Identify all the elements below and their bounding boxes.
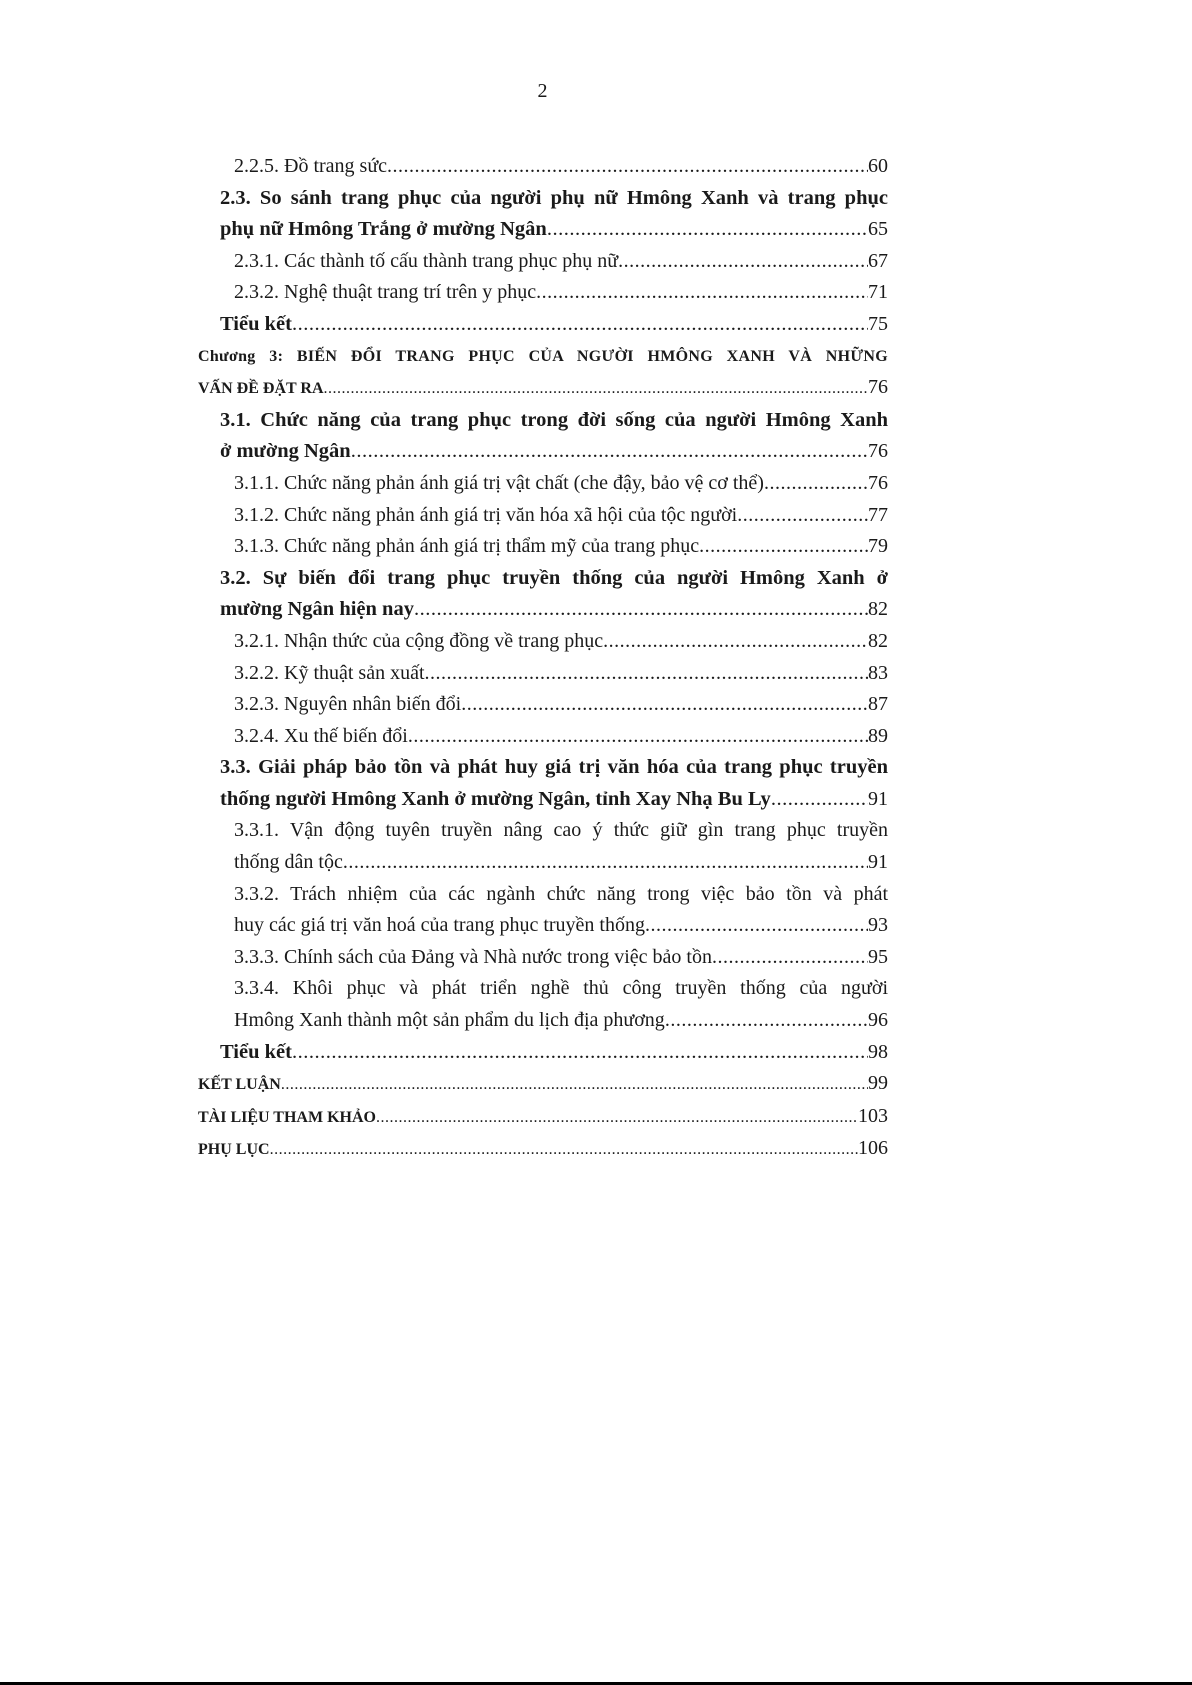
toc-dot-leader (270, 1134, 858, 1166)
toc-entry-title: phụ nữ Hmông Trắng ở mường Ngân (220, 218, 547, 241)
toc-entry[interactable] (234, 246, 888, 278)
toc-dot-leader (645, 910, 868, 942)
toc-page-number: 76 (868, 440, 888, 463)
toc-dot-leader (547, 214, 868, 246)
toc-entry-title: 2.2.5. Đồ trang sức (234, 155, 388, 177)
toc-entry[interactable] (234, 531, 888, 563)
toc-entry-title: ở mường Ngân (220, 440, 351, 463)
toc-entry-title: mường Ngân hiện nay (220, 598, 414, 621)
toc-entry-title-line: Chương 3: BIẾN ĐỔI TRANG PHỤC CỦA NGƯỜI HMÔNG XANH VÀ NHỮNG (198, 347, 888, 365)
toc-entry[interactable] (198, 341, 888, 405)
toc-dot-leader (425, 658, 868, 690)
toc-page-number: 95 (868, 945, 888, 968)
toc-entry[interactable] (220, 1037, 888, 1069)
toc-page-number: 91 (868, 851, 888, 874)
toc-entry-title: Hmông Xanh thành một sản phẩm du lịch địa phương (234, 1009, 665, 1032)
toc-entry[interactable] (234, 721, 888, 753)
toc-dot-leader (408, 721, 868, 753)
toc-entry-title: VẤN ĐỀ ĐẶT RA (198, 380, 324, 398)
toc-page-number: 83 (868, 661, 888, 684)
toc-page-number: 96 (868, 1009, 888, 1032)
toc-entry-title: 3.2.4. Xu thế biến đổi (234, 724, 408, 747)
toc-page-number: 65 (868, 218, 888, 241)
toc-entry-title: 2.3.2. Nghệ thuật trang trí trên y phục (234, 281, 537, 304)
toc-dot-leader (712, 942, 868, 974)
toc-entry[interactable] (198, 1068, 888, 1101)
toc-entry[interactable] (234, 500, 888, 532)
toc-entry[interactable] (234, 658, 888, 690)
toc-page-number: 89 (868, 724, 888, 747)
toc-entry[interactable] (220, 752, 888, 815)
toc-entry-title-line: 3.3.2. Trách nhiệm của các ngành chức năng trong việc bảo tồn và phát (234, 882, 888, 905)
toc-page-number: 71 (868, 281, 888, 304)
toc-page-number: 98 (868, 1040, 888, 1063)
toc-dot-leader (536, 277, 868, 309)
toc-page-number: 79 (868, 535, 888, 558)
toc-page-number: 93 (868, 914, 888, 937)
toc-dot-leader (281, 1069, 868, 1101)
toc-dot-leader (292, 1037, 868, 1069)
toc-entry-title: Tiểu kết (220, 1040, 292, 1063)
toc-entry-title: 3.2.2. Kỹ thuật sản xuất (234, 661, 425, 684)
toc-dot-leader (771, 784, 868, 816)
toc-dot-leader (618, 246, 868, 278)
toc-entry-title: 3.2.1. Nhận thức của cộng đồng về trang phục (234, 629, 604, 652)
toc-dot-leader (461, 689, 868, 721)
toc-dot-leader (699, 531, 868, 563)
toc-entry[interactable] (234, 973, 888, 1036)
toc-dot-leader (737, 500, 868, 532)
toc-page-number: 77 (868, 503, 888, 526)
toc-dot-leader (665, 1005, 868, 1037)
toc-entry[interactable] (220, 309, 888, 341)
toc-dot-leader (343, 847, 868, 879)
toc-entry-title-line: 2.3. So sánh trang phục của người phụ nữ Hmông Xanh và trang phục (220, 186, 888, 209)
toc-entry-title: 3.2.3. Nguyên nhân biến đổi (234, 693, 462, 716)
toc-entry[interactable] (198, 1133, 888, 1166)
toc-entry[interactable] (234, 879, 888, 942)
toc-page-number: 75 (868, 312, 888, 335)
toc-dot-leader (351, 436, 868, 468)
toc-page-number: 60 (868, 155, 888, 177)
toc-page-number: 87 (868, 693, 888, 716)
toc-dot-leader (603, 626, 868, 658)
toc-page-number: 76 (868, 376, 888, 399)
toc-entry[interactable] (234, 689, 888, 721)
toc-entry-title: 2.3.1. Các thành tố cấu thành trang phục phụ nữ (234, 249, 619, 272)
toc-dot-leader (764, 468, 868, 500)
toc-dot-leader (324, 373, 869, 405)
toc-entry-title-line: 3.1. Chức năng của trang phục trong đời sống của người Hmông Xanh (220, 408, 888, 431)
toc-entry-title: thống dân tộc (234, 851, 343, 874)
toc-entry-title: 3.3.3. Chính sách của Đảng và Nhà nước trong việc bảo tồn (234, 945, 712, 968)
toc-entry-title: 3.1.1. Chức năng phản ánh giá trị vật chất (che đậy, bảo vệ cơ thể) (234, 471, 764, 494)
toc-entry-title: TÀI LIỆU THAM KHẢO (198, 1108, 376, 1126)
toc-dot-leader (414, 594, 868, 626)
toc-page-number: 82 (868, 598, 888, 621)
toc-page-number: 82 (868, 629, 888, 652)
toc-entry[interactable] (234, 942, 888, 974)
toc-entry-title-line: 3.3.4. Khôi phục và phát triển nghề thủ công truyền thống của người (234, 977, 888, 1000)
toc-entry[interactable] (220, 183, 888, 246)
toc-entry-title: PHỤ LỤC (198, 1141, 270, 1159)
toc-entry[interactable] (234, 277, 888, 309)
toc-entry[interactable] (234, 815, 888, 878)
toc-entry[interactable] (220, 405, 888, 468)
toc-entry[interactable] (234, 151, 888, 183)
toc-page-number: 99 (868, 1072, 888, 1095)
toc-entry-title-line: 3.3.1. Vận động tuyên truyền nâng cao ý thức giữ gìn trang phục truyền (234, 819, 888, 842)
toc-entry-title-line: 3.3. Giải pháp bảo tồn và phát huy giá trị văn hóa của trang phục truyền (220, 756, 888, 779)
toc-dot-leader (376, 1102, 858, 1134)
toc-entry-title: huy các giá trị văn hoá của trang phục truyền thống (234, 914, 645, 937)
toc-entry-title: 3.1.3. Chức năng phản ánh giá trị thẩm mỹ của trang phục (234, 535, 700, 558)
table-of-contents (198, 151, 888, 1166)
toc-entry[interactable] (234, 468, 888, 500)
toc-dot-leader (292, 309, 868, 341)
toc-entry[interactable] (234, 626, 888, 658)
toc-dot-leader (387, 151, 868, 183)
toc-entry-title: 3.1.2. Chức năng phản ánh giá trị văn hóa xã hội của tộc người (234, 503, 738, 526)
toc-page-number: 106 (858, 1137, 888, 1160)
toc-entry-title: Tiểu kết (220, 312, 292, 335)
toc-page-number: 103 (858, 1104, 888, 1127)
toc-entry[interactable] (220, 563, 888, 626)
toc-entry-title: KẾT LUẬN (198, 1076, 281, 1094)
toc-entry-title: thống người Hmông Xanh ở mường Ngân, tỉnh Xay Nhạ Bu Ly (220, 787, 771, 810)
toc-entry[interactable] (198, 1101, 888, 1134)
toc-page-number: 76 (868, 471, 888, 494)
toc-entry-title-line: 3.2. Sự biến đổi trang phục truyền thống của người Hmông Xanh ở (220, 566, 888, 589)
page-number: 2 (537, 80, 548, 102)
toc-page-number: 91 (868, 787, 888, 810)
toc-page-number: 67 (868, 249, 888, 272)
